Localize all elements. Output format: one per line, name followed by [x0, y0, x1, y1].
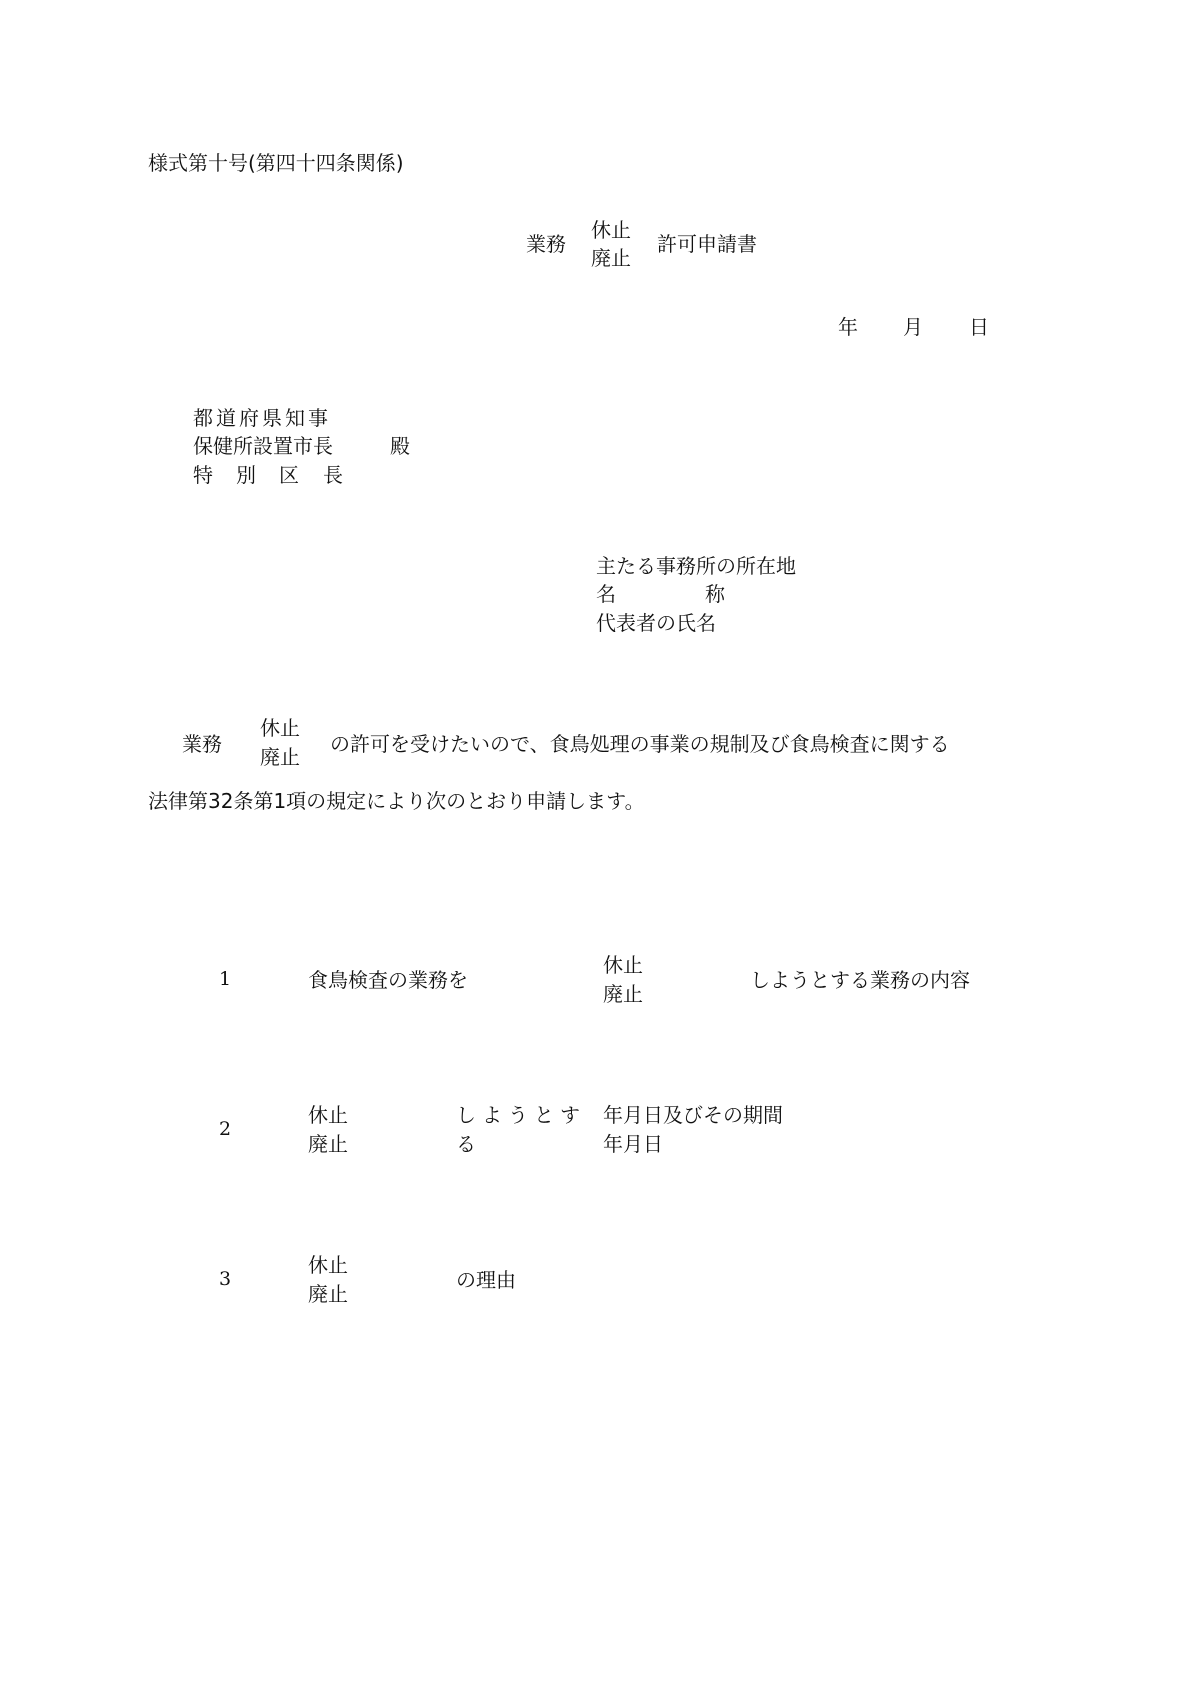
applicant-representative-label: 代表者の氏名: [596, 611, 716, 635]
body-line2: 法律第32条第1項の規定により次のとおり申請します。: [148, 789, 645, 813]
item-2-option-abolish: 廃止: [308, 1132, 348, 1156]
item-3-number: 3: [219, 1268, 232, 1290]
item-2-option-suspend: 休止: [308, 1103, 348, 1127]
item-2-middle-line1: しようとす: [456, 1103, 586, 1127]
item-1-text: 食鳥検査の業務を: [308, 968, 468, 992]
addressee-city-mayor: 保健所設置市長: [193, 434, 333, 458]
addressee-ward-char-4: 長: [323, 463, 343, 487]
item-2-middle-line2: る: [456, 1132, 476, 1156]
addressee-ward-char-2: 別: [236, 463, 256, 487]
applicant-name-label-char-1: 名: [596, 582, 616, 606]
item-3-option-suspend: 休止: [308, 1253, 348, 1277]
item-3-suffix: の理由: [456, 1268, 516, 1292]
addressee-ward-char-1: 特: [193, 463, 213, 487]
item-2-right-line2: 年月日: [603, 1132, 663, 1156]
item-2-right-line1: 年月日及びその期間: [603, 1103, 783, 1127]
form-label: 様式第十号(第四十四条関係): [148, 151, 404, 175]
title-suffix: 許可申請書: [657, 232, 757, 256]
addressee-prefectural-governor: 都道府県知事: [193, 406, 331, 430]
title-prefix: 業務: [526, 232, 566, 256]
body-prefix: 業務: [182, 732, 222, 756]
date-day: 日: [969, 315, 989, 339]
title-option-suspend: 休止: [591, 218, 631, 242]
addressee-honorific: 殿: [390, 434, 410, 458]
item-2-number: 2: [219, 1118, 232, 1140]
item-1-option-suspend: 休止: [603, 953, 643, 977]
item-1-suffix: しようとする業務の内容: [750, 968, 970, 992]
applicant-address-label: 主たる事務所の所在地: [596, 554, 796, 578]
item-1-option-abolish: 廃止: [603, 982, 643, 1006]
body-option-suspend: 休止: [260, 716, 300, 740]
body-line1: の許可を受けたいので、食鳥処理の事業の規制及び食鳥検査に関する: [330, 732, 950, 756]
item-1-number: 1: [219, 968, 232, 990]
title-option-abolish: 廃止: [591, 246, 631, 270]
date-year: 年: [838, 315, 858, 339]
date-month: 月: [903, 315, 923, 339]
addressee-ward-char-3: 区: [279, 463, 299, 487]
body-option-abolish: 廃止: [260, 745, 300, 769]
item-3-option-abolish: 廃止: [308, 1282, 348, 1306]
applicant-name-label-char-2: 称: [705, 582, 725, 606]
